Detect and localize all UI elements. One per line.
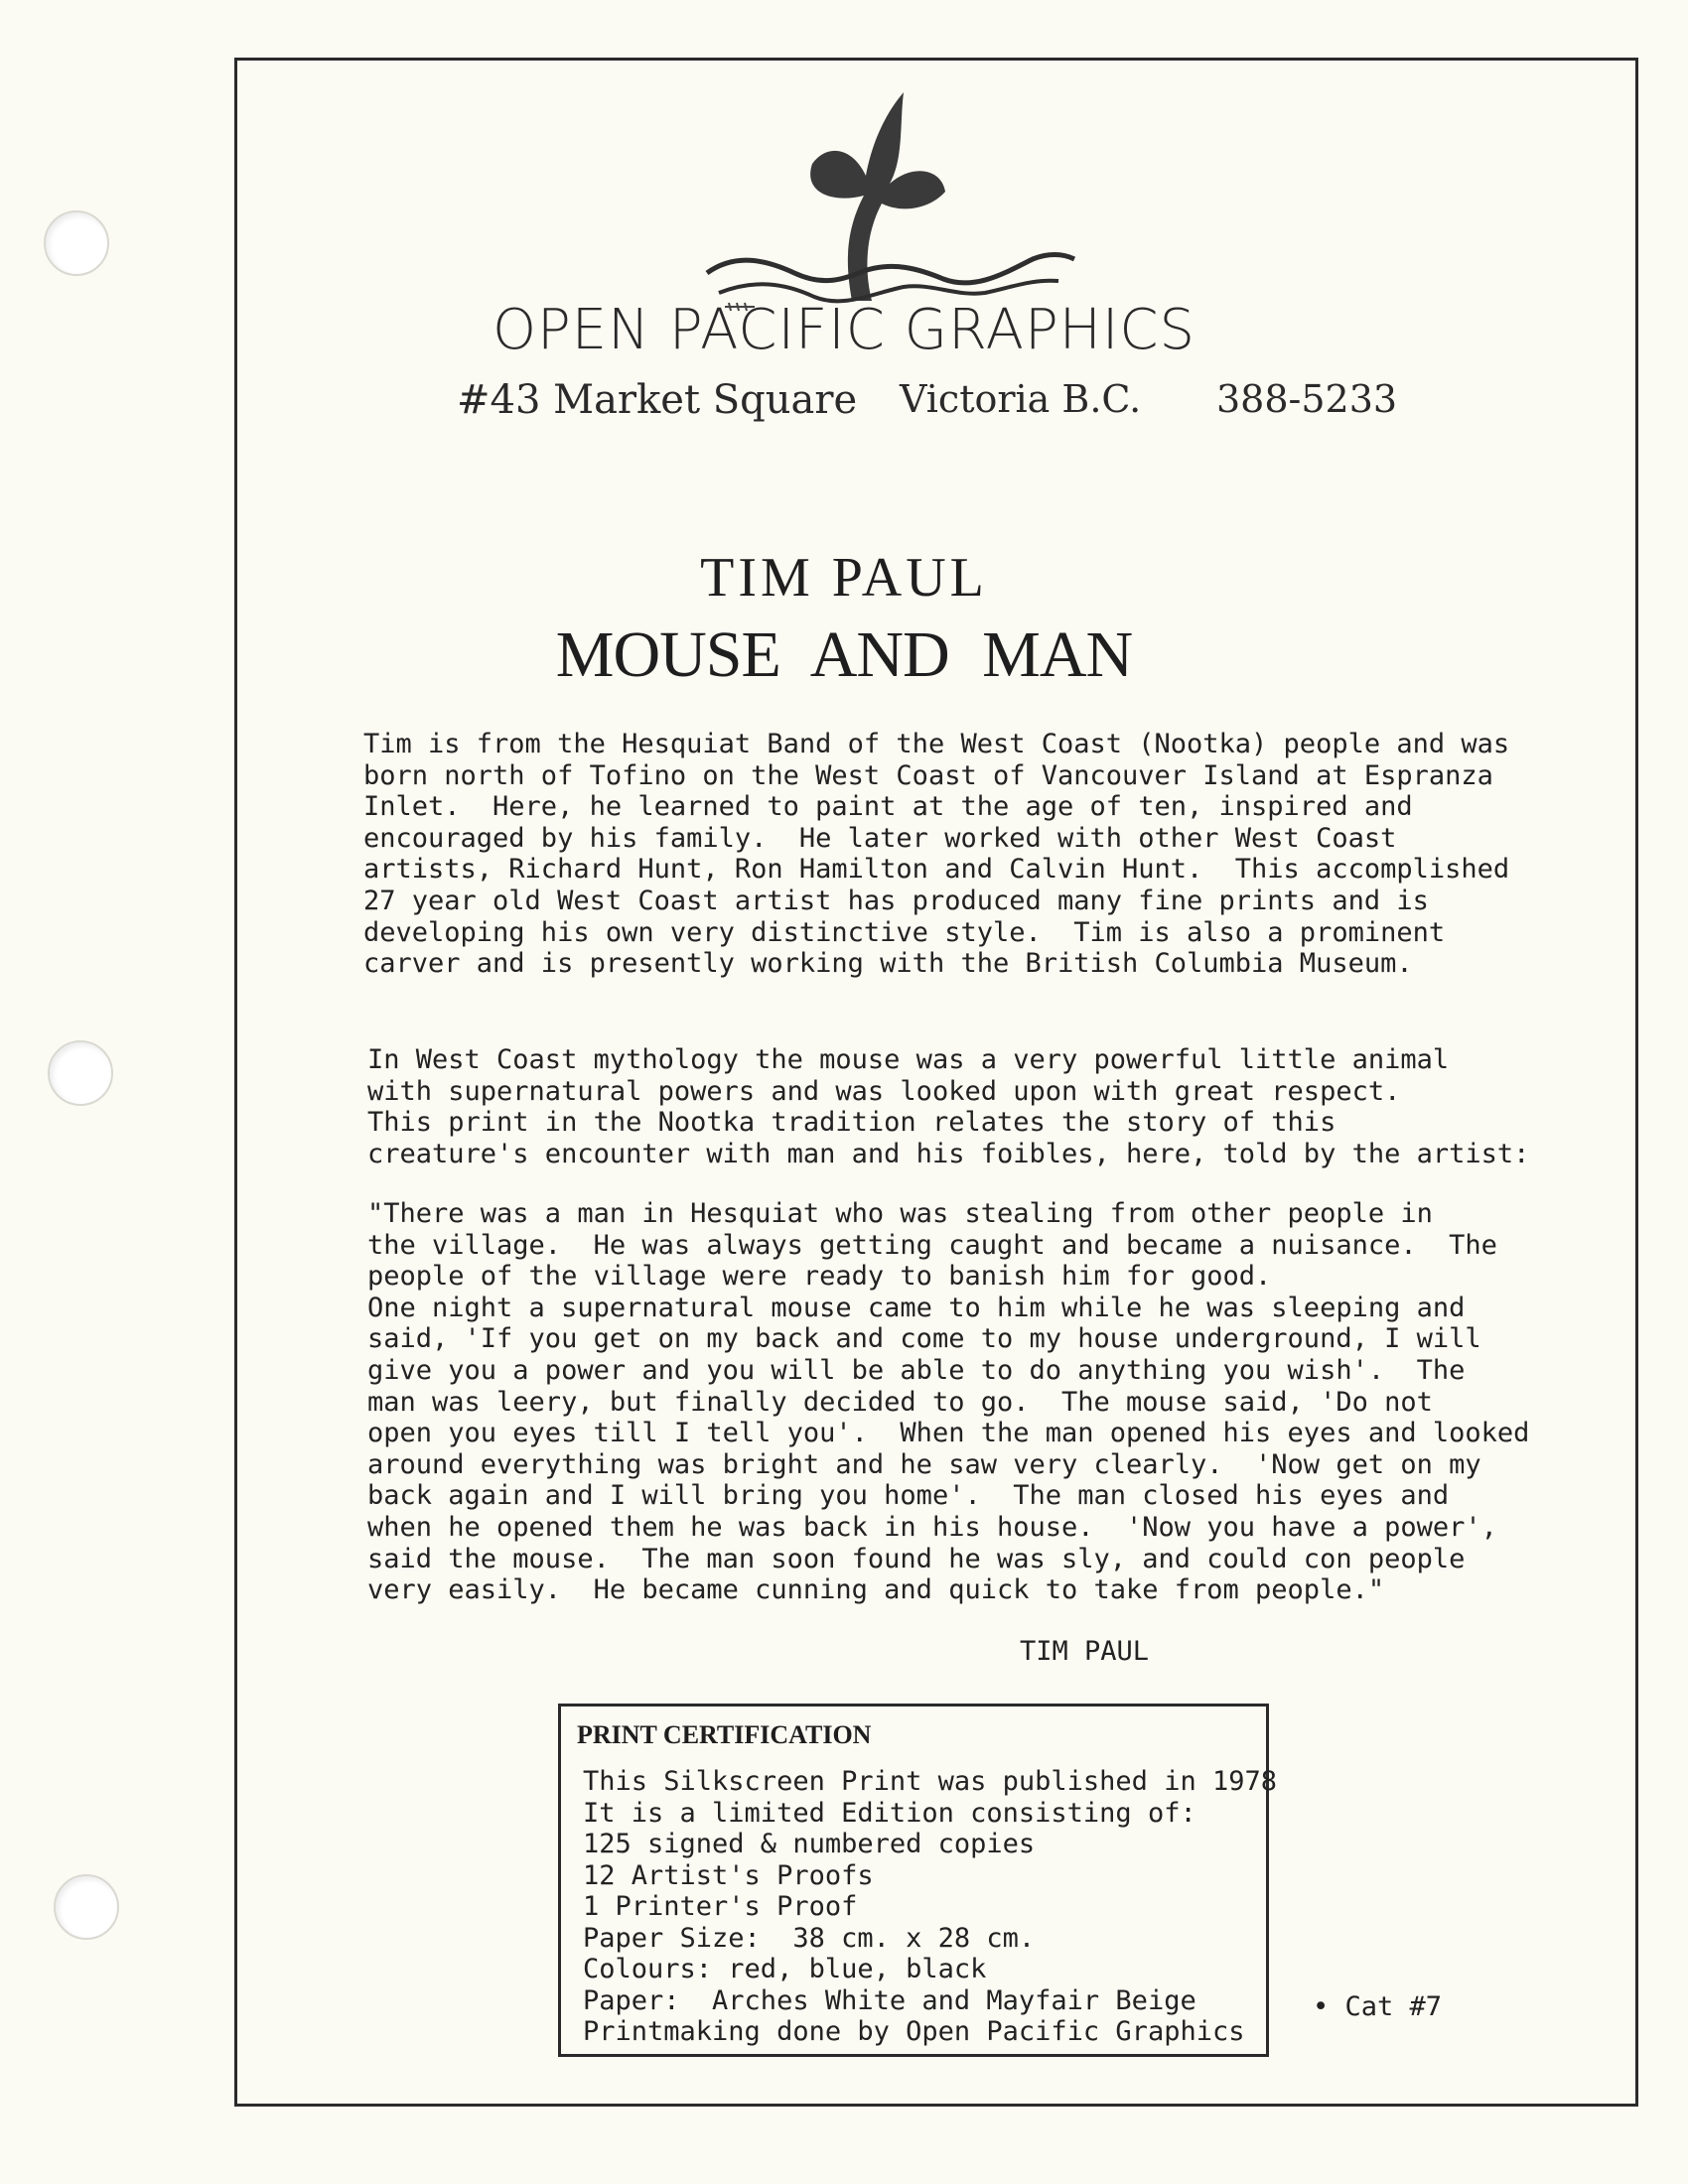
punch-hole-middle: [48, 1040, 113, 1106]
punch-hole-bottom: [54, 1874, 119, 1940]
print-title: MOUSE AND MAN: [555, 618, 1133, 691]
company-phone: 388-5233: [1216, 377, 1398, 421]
artist-signature: TIM PAUL: [1020, 1636, 1150, 1667]
certification-heading: PRINT CERTIFICATION: [577, 1720, 872, 1749]
artist-name: TIM PAUL: [700, 547, 988, 609]
catalog-number: • Cat #7: [1313, 1991, 1443, 2022]
company-address: #43 Market Square: [457, 377, 858, 423]
company-name: OPEN PACIFIC GRAPHICS: [492, 298, 1196, 362]
certification-details: This Silkscreen Print was published in 1978 It is a limited Edition consisting of: 125 signed & numbered copies 12 Artist's Proofs 1 Printer's Proof Paper Size: 38 cm. x 28 cm. Colours: red, blue, black Paper: Arches White and Mayfair Beige Printmaking done by Open Pacific Graphics: [583, 1766, 1277, 2047]
story-quote: "There was a man in Hesquiat who was stealing from other people in the village. He was always getting caught and became a nuisance. The people of the village were ready to banish him for good. One night a supernatural mouse came to him while he was sleeping and said, 'If you get on my back and come to my house underground, I will give you a power and you will be able to do anything you wish'. The man was leery, but finally decided to go. The mouse said, 'Do not open you eyes till I tell you'. When the man opened his eyes and looked around everything was bright and he saw very clearly. 'Now get on my back again and I will bring you home'. The man closed his eyes and when he opened them he was back in his house. 'Now you have a power', said the mouse. The man soon found he was sly, and could con people very easily. He became cunning and quick to take from people.": [367, 1198, 1530, 1606]
punch-hole-top: [44, 210, 109, 276]
artist-bio: Tim is from the Hesquiat Band of the West Coast (Nootka) people and was born north of Tofino on the West Coast of Vancouver Island at Espranza Inlet. Here, he learned to paint at the age of ten, inspired and encouraged by his family. He later worked with other West Coast artists, Richard Hunt, Ron Hamilton and Calvin Hunt. This accomplished 27 year old West Coast artist has produced many fine prints and is developing his own very distinctive style. Tim is also a prominent carver and is presently working with the British Columbia Museum.: [363, 729, 1510, 980]
company-city: Victoria B.C.: [900, 377, 1142, 421]
whale-tail-logo-icon: [695, 84, 1082, 313]
myth-intro: In West Coast mythology the mouse was a very powerful little animal with supernatural powers and was looked upon with great respect. This print in the Nootka tradition relates the story of this creature's encounter with man and his foibles, here, told by the artist:: [367, 1044, 1530, 1169]
print-certification-box: [558, 1704, 1277, 2057]
